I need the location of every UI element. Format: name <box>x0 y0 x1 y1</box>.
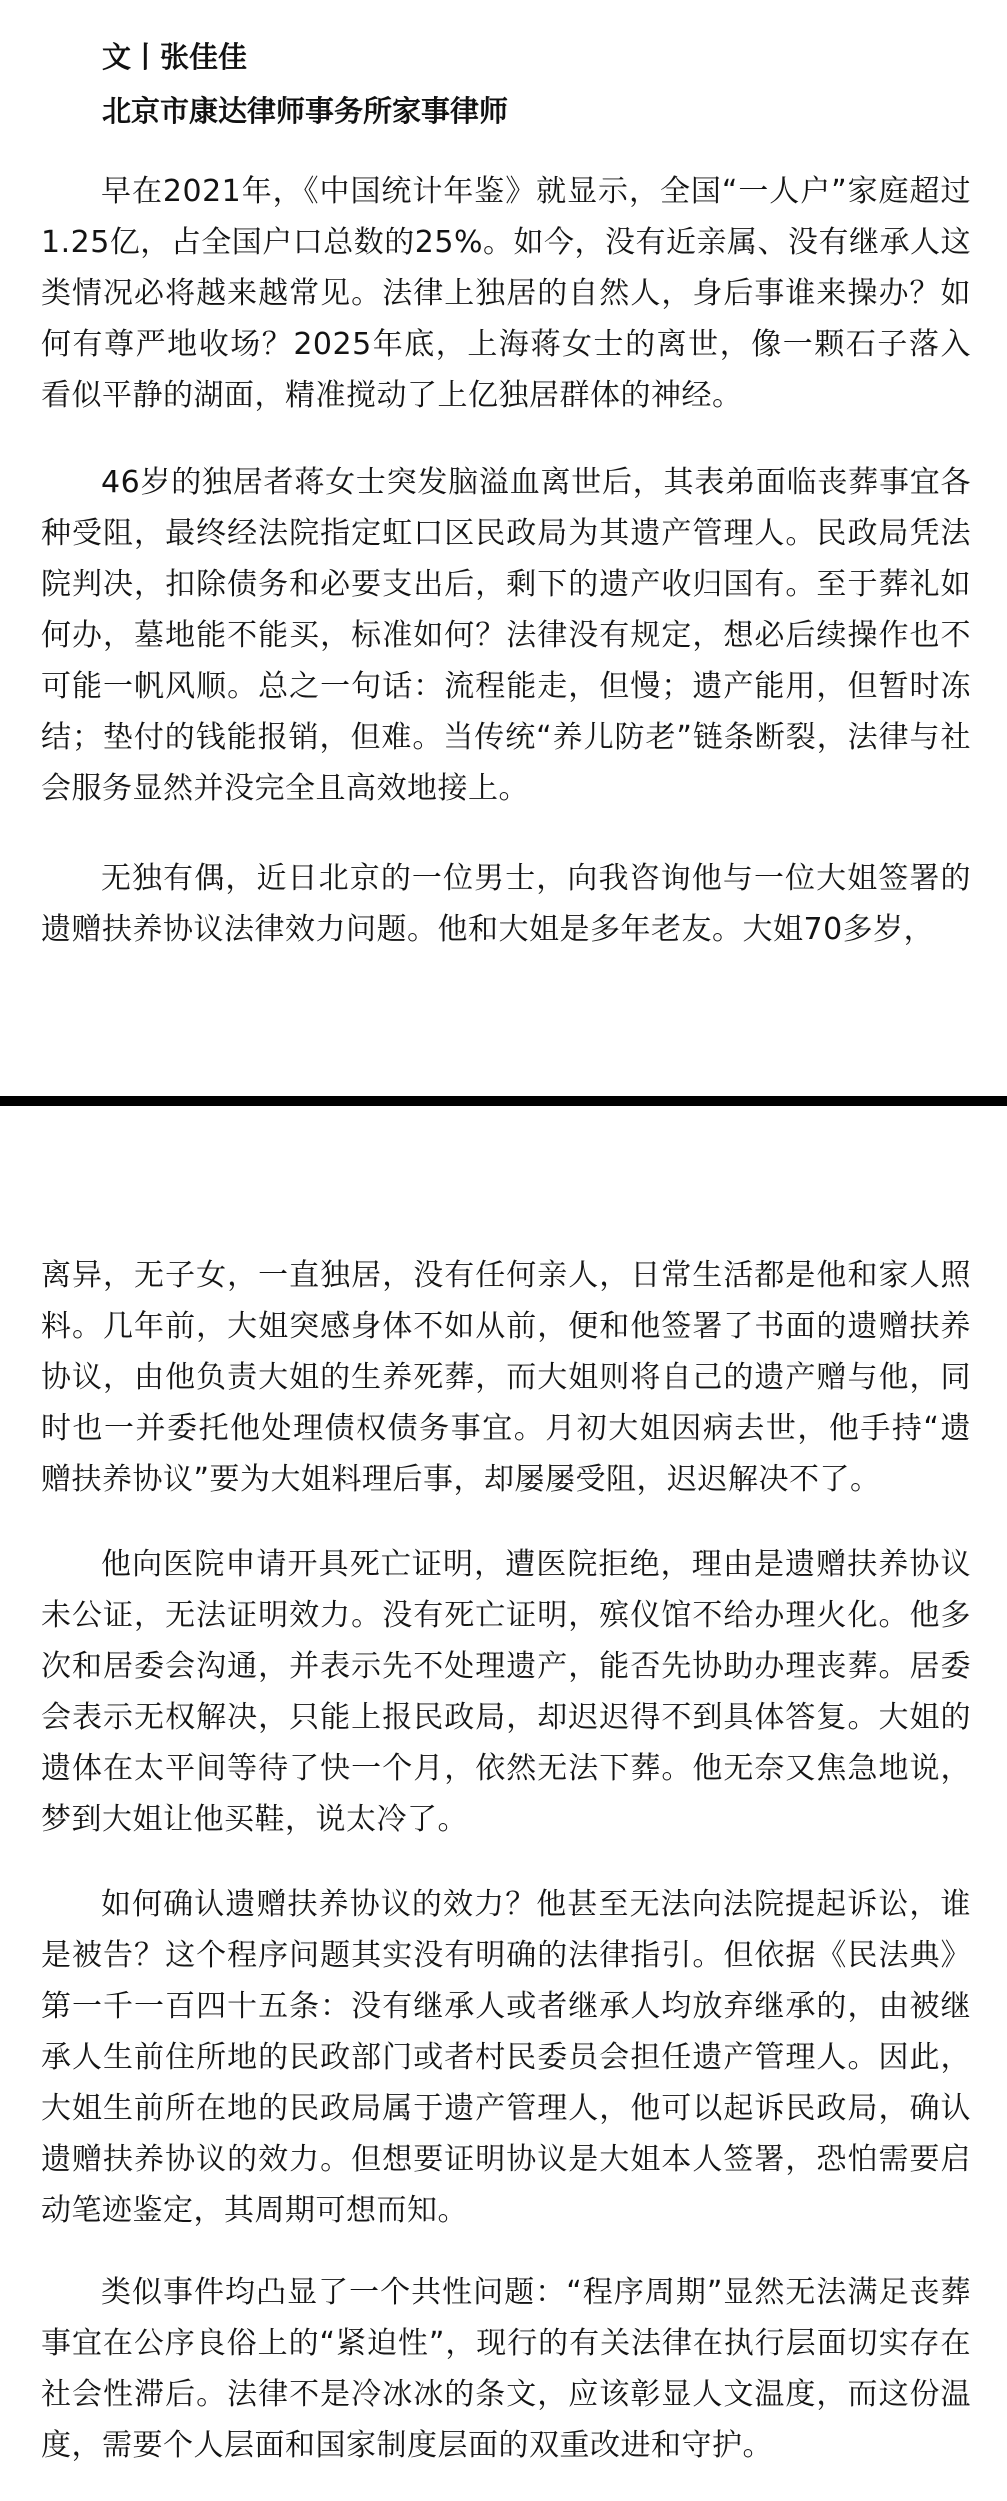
article-paragraph: 46岁的独居者蒋女士突发脑溢血离世后，其表弟面临丧葬事宜各种受阻，最终经法院指定虹口区民政局为其遗产管理人。民政局凭法院判决，扣除债务和必要支出后，剩下的遗产收归国有。至于葬礼如何办，墓地能不能买，标准如何？法律没有规定，想必后续操作也不可能一帆风顺。总之一句话：流程能走，但慢；遗产能用，但暂时冻结；垫付的钱能报销，但难。当传统“养儿防老”链条断裂，法律与社会服务显然并没完全且高效地接上。 <box>41 465 971 806</box>
article-paragraph: 早在2021年，《中国统计年鉴》就显示，全国“一人户”家庭超过1.25亿，占全国户口总数的25%。如今，没有近亲属、没有继承人这类情况必将越来越常见。法律上独居的自然人，身后事谁来操办？如何有尊严地收场？2025年底，上海蒋女士的离世，像一颗石子落入看似平静的湖面，精准搅动了上亿独居群体的神经。 <box>41 174 971 413</box>
article-paragraph-continued: 离异，无子女，一直独居，没有任何亲人，日常生活都是他和家人照料。几年前，大姐突感身体不如从前，便和他签署了书面的遗赠扶养协议，由他负责大姐的生养死葬，而大姐则将自己的遗产赠与他，同时也一并委托他处理债权债务事宜。月初大姐因病去世，他手持“遗赠扶养协议”要为大姐料理后事，却屡屡受阻，迟迟解决不了。 <box>41 1258 971 1497</box>
article-paragraph: 如何确认遗赠扶养协议的效力？他甚至无法向法院提起诉讼，谁是被告？这个程序问题其实没有明确的法律指引。但依据《民法典》第一千一百四十五条：没有继承人或者继承人均放弃继承的，由被继承人生前住所地的民政部门或者村民委员会担任遗产管理人。因此，大姐生前所在地的民政局属于遗产管理人，他可以起诉民政局，确认遗赠扶养协议的效力。但想要证明协议是大姐本人签署，恐怕需要启动笔迹鉴定，其周期可想而知。 <box>41 1887 971 2228</box>
article-paragraph: 类似事件均凸显了一个共性问题：“程序周期”显然无法满足丧葬事宜在公序良俗上的“紧迫性”，现行的有关法律在执行层面切实存在社会性滞后。法律不是冷冰冰的条文，应该彰显人文温度，而这份温度，需要个人层面和国家制度层面的双重改进和守护。 <box>41 2275 971 2463</box>
author-affiliation: 北京市康达律师事务所家事律师 <box>102 94 509 128</box>
article-paragraph: 他向医院申请开具死亡证明，遭医院拒绝，理由是遗赠扶养协议未公证，无法证明效力。没有死亡证明，殡仪馆不给办理火化。他多次和居委会沟通，并表示先不处理遗产，能否先协助办理丧葬。居委会表示无权解决，只能上报民政局，却迟迟得不到具体答复。大姐的遗体在太平间等待了快一个月，依然无法下葬。他无奈又焦急地说，梦到大姐让他买鞋，说太冷了。 <box>41 1547 971 1837</box>
page-break-divider <box>0 1096 1007 1106</box>
author-byline: 文丨张佳佳 <box>102 40 248 74</box>
article-paragraph: 无独有偶，近日北京的一位男士，向我咨询他与一位大姐签署的遗赠扶养协议法律效力问题。他和大姐是多年老友。大姐70多岁， <box>41 861 971 947</box>
